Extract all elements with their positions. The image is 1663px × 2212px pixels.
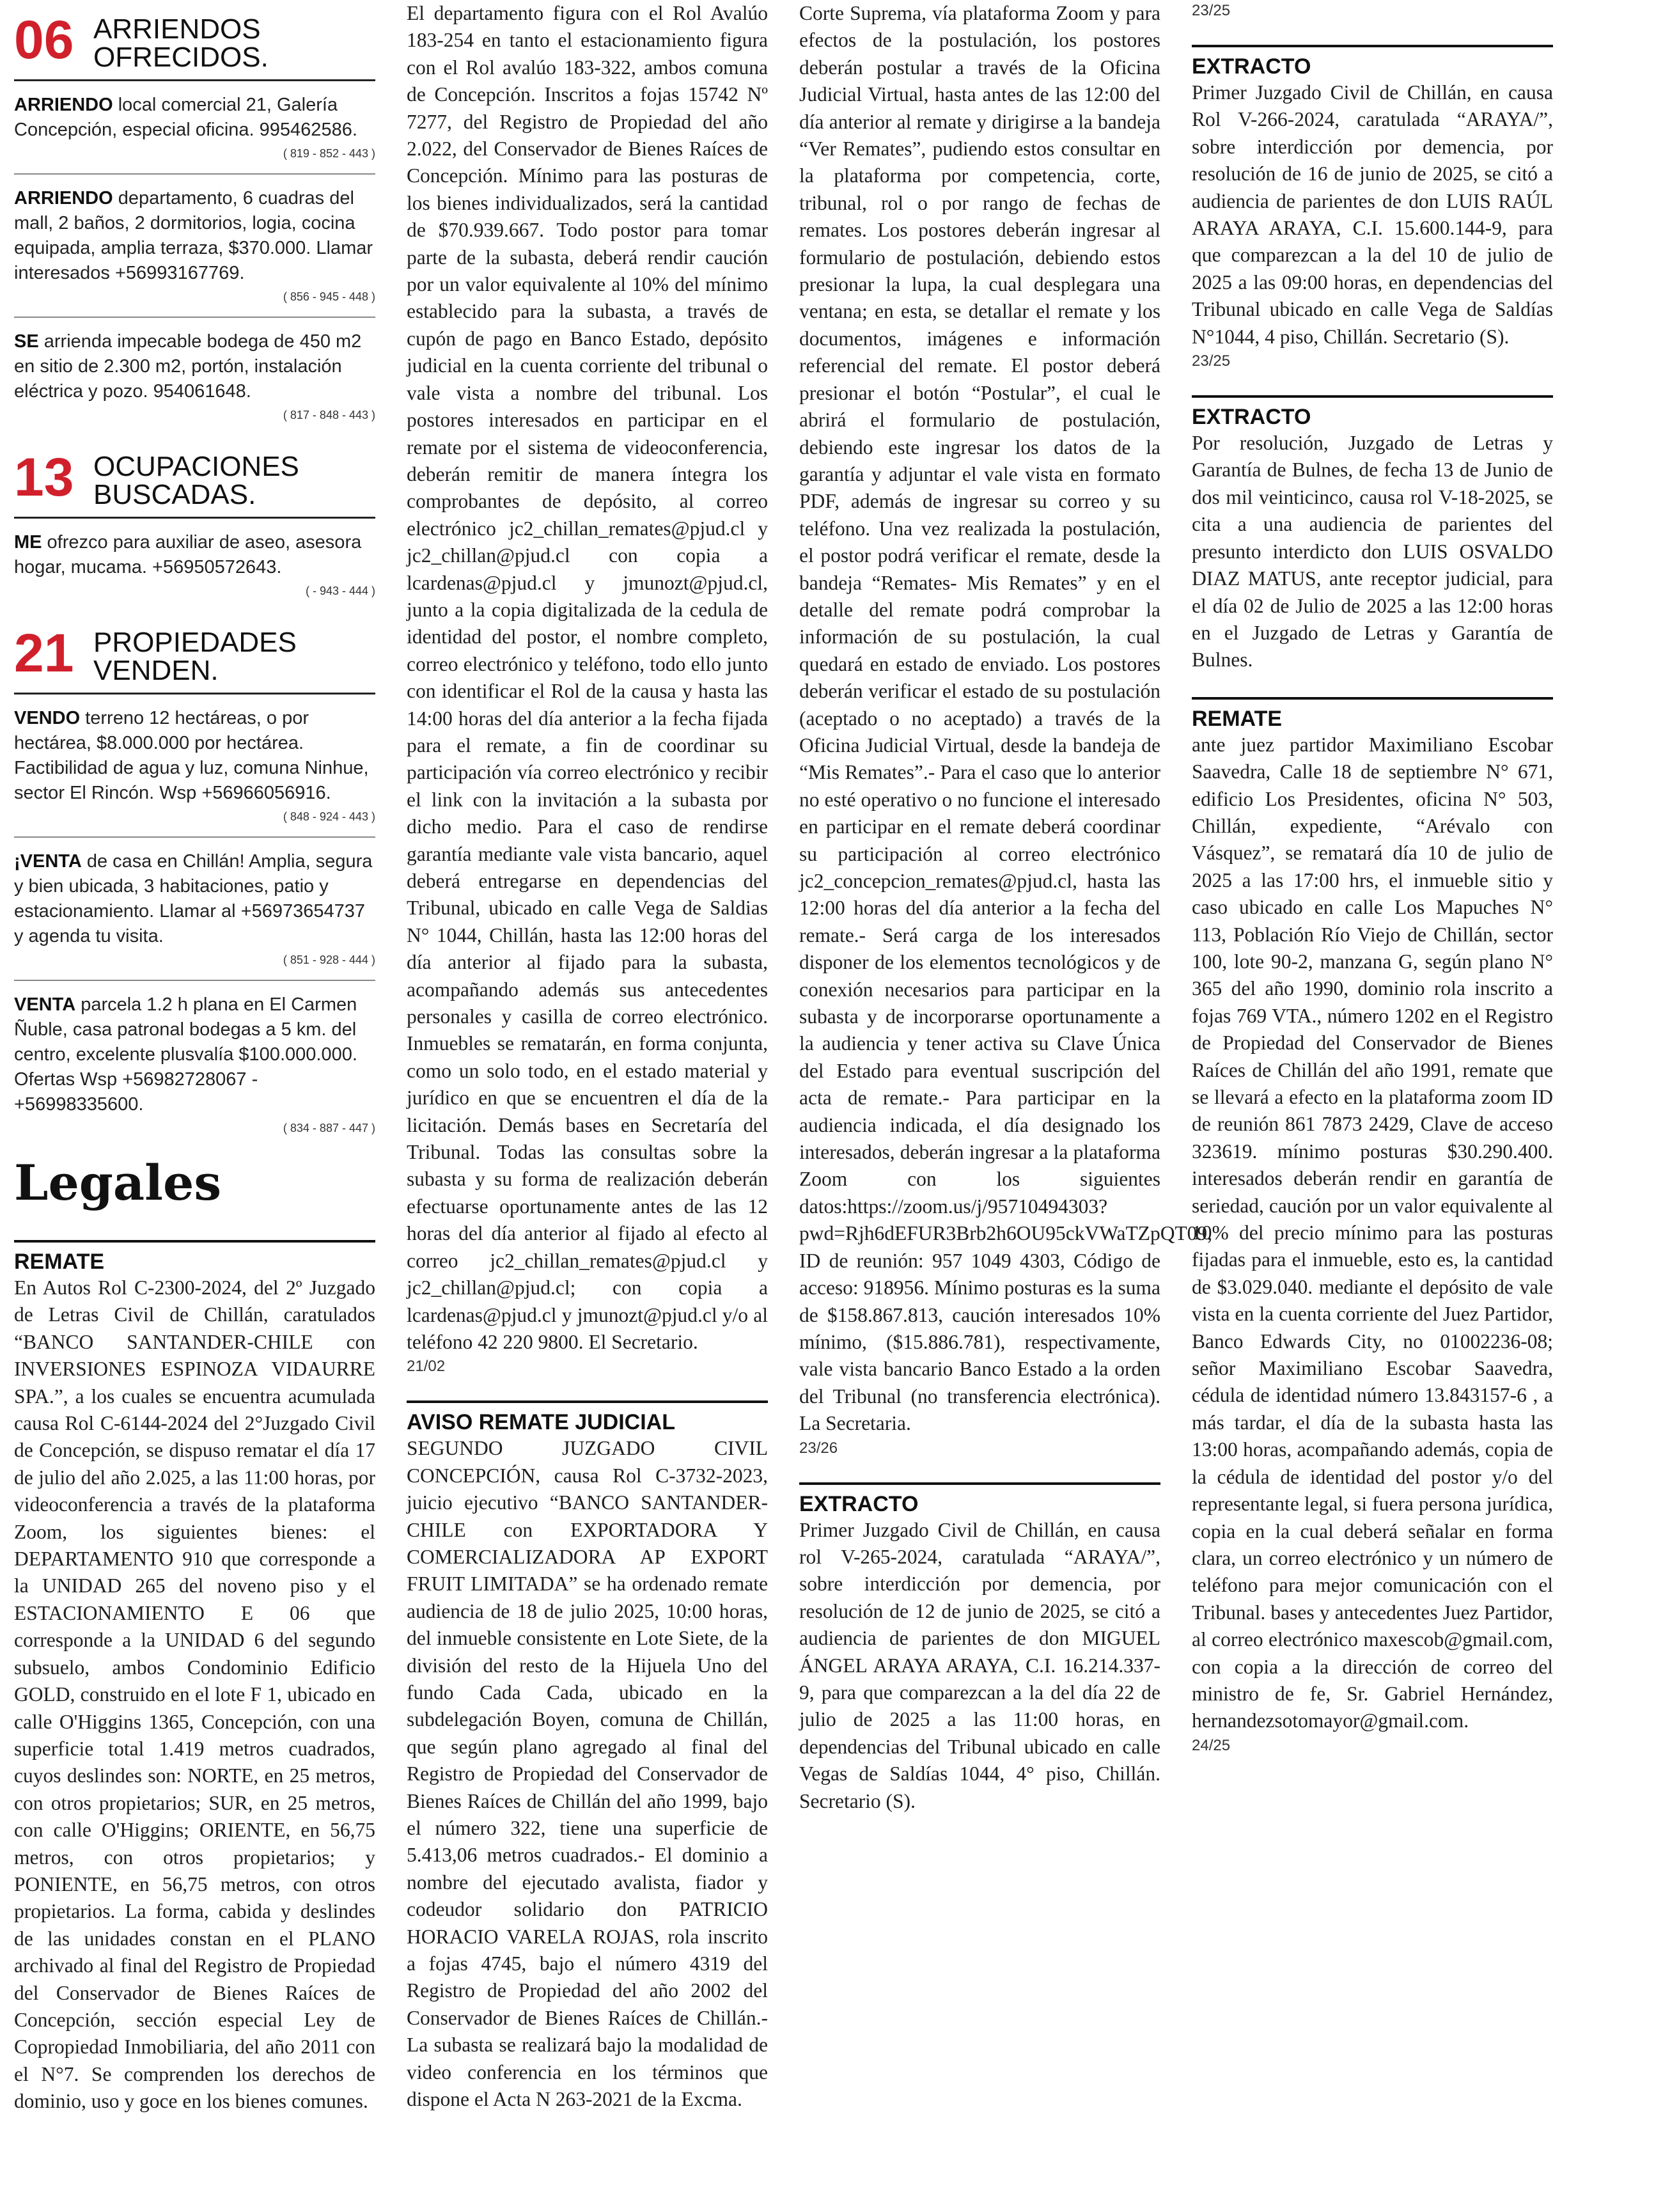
ad-code: ( 848 - 924 - 443 ) <box>283 810 375 823</box>
ad-lead: ARRIENDO <box>14 188 113 208</box>
section-title: PROPIEDADES VENDEN. <box>93 627 297 686</box>
ad-lead: ARRIENDO <box>14 95 113 115</box>
column-1 <box>14 0 375 2212</box>
ad-lead: VENTA <box>14 994 76 1015</box>
ad-text: ofrezco para auxiliar de aseo, asesora hogar, mucama. +56950572643. <box>14 532 362 577</box>
ad-text: local comercial 21, Galería Concepción, especial oficina. 995462586. <box>14 95 357 140</box>
section-propiedades-venden <box>14 623 375 1136</box>
notice-body: En Autos Rol C-2300-2024, del 2º Juzgado de Letras Civil de Chillán, caratulados “BANCO SANTANDER-CHILE con INVERSIONES ESPINOZA VIDAURRE SPA.”, a los cuales se encuentra acumulada causa Rol C-6144-2024 del 2°Juzgado Civil de Concepción, se dispuso rematar el día 17 de julio del año 2.025, a las 11:00 horas, por videoconferencia a través de la plataforma Zoom, los siguientes bienes: el DEPARTAMENTO 910 que corresponde a la UNIDAD 265 del noveno piso y el ESTACIONAMIENTO E 06 que corresponde a la UNIDAD 6 del segundo subsuelo, ambos Condominio Edificio GOLD, construido en el lote F 1, ubicado en calle O'Higgins 1365, Concepción, con una superficie total 1.419 metros cuadrados, cuyos deslindes son: NORTE, en 25 metros, con otros propietarios; SUR, en 25 metros, con calle O'Higgins; ORIENTE, en 56,75 metros, con otros propietarios; y PONIENTE, en 56,75 metros, con otros propietarios. La forma, cabida y deslindes de las unidades constan en el PLANO archivado al final del Registro de Propiedad del Conservador de Bienes Raíces de Concepción, sección especial Ley de Copropiedad Inmobiliaria, del año 2011 con el N°7. Se comprenden los derechos de dominio, uso y goce en los bienes comunes. <box>14 1276 375 2113</box>
ad-divider <box>14 317 375 318</box>
notice-code: 21/02 <box>407 1358 446 1376</box>
notice-body: ante juez partidor Maximiliano Escobar Saavedra, Calle 18 de septiembre N° 671, edificio Los Presidentes, oficina N° 503, Chillán, expediente, “Arévalo con Vásquez”, se rematará día 10 de julio de 2025 a las 17:00 hrs, el inmueble sitio y caso ubicado en calle Los Mapuches N° 113, Población Río Viejo de Chillán, sector 100, lote 90-2, manzana G, según plano N° 365 del año 1990, dominio rola inscrito a fojas 769 VTA., número 1202 en el Registro de Propiedad del Conservador de Bienes Raíces de Chillán del año 1991, remate que se llevará a efecto en la plataforma zoom ID de reunión 861 7873 2429, Clave de acceso 323619. mínimo posturas $30.290.400. interesados deberán rendir en garantía de seriedad, caución por un valor equivalente al 10% del precio mínimo para las posturas fijadas para el inmueble, esto es, la cantidad de $3.029.040. mediante el depósito de vale vista en la cuenta corriente del Juez Partidor, Banco Edwards City, no 01002236-08; señor Maximiliano Escobar Saavedra, cédula de identidad número 13.843157-6 , a más tardar, el día de la subasta hasta las 13:00 horas, acompañando además, copia de la cédula de identidad del postor y/o del representante legal, si fuera persona jurídica, copia en la cual deberá señalar en forma clara, un correo electrónico y un número de teléfono para mejor comunicación con el Tribunal. bases y antecedentes Juez Partidor, al correo electrónico maxescob@gmail.com, con copia a la dirección de correo del ministro de fe, Sr. Gabriel Hernández, hernandezsotomayor@gmail.com. <box>1192 733 1553 1732</box>
section-arriendos-ofrecidos <box>14 10 375 423</box>
ad-code: ( 851 - 928 - 444 ) <box>283 953 375 966</box>
ad-divider <box>14 173 375 175</box>
ad-code: ( - 943 - 444 ) <box>305 584 375 597</box>
classified-ad <box>14 992 375 1117</box>
notice-code: 24/25 <box>1192 1736 1231 1754</box>
notice-code: 23/26 <box>799 1439 838 1457</box>
section-number: 13 <box>14 447 74 507</box>
ad-divider <box>14 980 375 981</box>
notice-title: EXTRACTO <box>799 1482 1160 1517</box>
notice-title: REMATE <box>1192 697 1553 732</box>
ad-text: parcela 1.2 h plana en El Carmen Ñuble, casa patronal bodegas a 5 km. del centro, excelente plusvalía $100.000.000. Ofertas Wsp +56982728067 - +56998335600. <box>14 994 357 1115</box>
ad-text: terreno 12 hectáreas, o por hectárea, $8.000.000 por hectárea. Factibilidad de agua y luz, comuna Ninhue, sector El Rincón. Wsp +56966056916. <box>14 708 369 803</box>
ad-divider <box>14 836 375 838</box>
classified-ad <box>14 530 375 580</box>
classified-ad <box>14 329 375 404</box>
notice-body: Primer Juzgado Civil de Chillán, en causa rol V-265-2024, caratulada “ARAYA/”, sobre interdicción por demencia, por resolución de 12 de junio de 2025, se citó a audiencia de parientes de don MIGUEL ÁNGEL ARAYA ARAYA, C.I. 16.214.337-9, para que comparezcan a la del día 22 de julio de 2025 a las 11:00 horas, en dependencias del Tribunal ubicado en calle Vegas de Saldías 1044, 4° piso, Chillán. Secretario (S). <box>799 1518 1160 1812</box>
notice-body: SEGUNDO JUZGADO CIVIL CONCEPCIÓN, causa Rol C-3732-2023, juicio ejecutivo “BANCO SANTANDER-CHILE con EXPORTADORA Y COMERCIALIZADORA AP EXPORT FRUIT LIMITADA” se ha ordenado remate audiencia de 18 de julio 2025, 10:00 horas, del inmueble consistente en Lote Siete, de la división del resto de la Hijuela Uno del fundo Cada Cada, ubicado en la subdelegación Boyen, comuna de Chillán, que según plano agregado al final del Registro de Propiedad del Conservador de Bienes Raíces de Chillán del año 1999, bajo el número 322, tiene una superficie de 5.413,06 metros cuadrados.- El dominio a nombre del ejecutado avalista, fiador y codeudor solidario don PATRICIO HORACIO VARELA ROJAS, rola inscrito a fojas 4745, bajo el número 4319 del Registro de Propiedad del año 2002 del Conservador de Bienes Raíces de Chillán.- La subasta se realizará bajo la modalidad de video conferencia en los términos que dispone el Acta N 263-2021 de la Excma. <box>407 1437 768 2111</box>
classified-ad <box>14 706 375 806</box>
column-2 <box>407 0 768 2212</box>
section-title: ARRIENDOS OFRECIDOS. <box>93 13 269 73</box>
section-number: 06 <box>14 10 74 70</box>
ad-code: ( 856 - 945 - 448 ) <box>283 290 375 303</box>
legales-heading: Legales <box>14 1154 222 1211</box>
section-ocupaciones-buscadas <box>14 447 375 599</box>
ad-lead: VENDO <box>14 708 81 728</box>
column-4 <box>1192 0 1553 2212</box>
notice-title: EXTRACTO <box>1192 45 1553 79</box>
ad-code: ( 817 - 848 - 443 ) <box>283 409 375 421</box>
ad-lead: ¡VENTA <box>14 851 82 872</box>
section-number: 21 <box>14 623 74 683</box>
notice-body: Primer Juzgado Civil de Chillán, en causa Rol V-266-2024, caratulada “ARAYA/”, sobre interdicción por demencia, por resolución de 16 de junio de 2025, se citó a audiencia de parientes de don LUIS RAÚL ARAYA ARAYA, C.I. 15.600.144-9, para que comparezcan a la del 10 de julio de 2025 a las 09:00 horas, en dependencias del Tribunal ubicado en calle Vega de Saldías N°1044, 4 piso, Chillán. Secretario (S). <box>1192 81 1553 348</box>
notice-body-continued: El departamento figura con el Rol Avalúo 183-254 en tanto el estacionamiento figura con el Rol avalúo 183-322, ambos comuna de Concepción. Inscritos a fojas 15742 Nº 7277, del Registro de Propiedad del año 2.022, del Conservador de Bienes Raíces de Concepción. Mínimo para las posturas de los bienes individualizados, será la cantidad de $70.939.667. Todo postor para tomar parte de la subasta, deberá rendir caución por un valor equivalente al 10% del mínimo establecido para la subasta, a través de cupón de pago en Banco Estado, depósito judicial en la cuenta corriente del tribunal o vale vista a nombre del tribunal. Los postores interesados en participar en el remate por el sistema de videoconferencia, deberán remitir de manera íntegra los comprobantes de depósito, al correo electrónico jc2_chillan_remates@pjud.cl y jc2_chillan@pjud.cl con copia a lcardenas@pjud.cl y jmunozt@pjud.cl, junto a la copia digitalizada de la cedula de identidad del postor, el nombre completo, correo electrónico y teléfono, todo ello junto con identificar el Rol de la causa y hasta las 14:00 horas del día anterior a la fecha fijada para el remate, a fin de coordinar su participación vía correo electrónico y recibir el link con la invitación a la subasta por dicho medio. Para el caso de rendirse garantía mediante vale vista bancario, aquel deberá entregarse en dependencias del Tribunal, ubicado en calle Vega de Saldias N° 1044, Chillán, hasta las 12:00 horas del día anterior al fijado para la subasta, acompañando además sus antecedentes personales y casilla de correo electrónico. Inmuebles se rematarán, en forma conjunta, como un solo todo, en el estado material y jurídico en que se encuentren el día de la licitación. Demás bases en Secretaría del Tribunal. Todas las consultas sobre la subasta y su forma de realización deberán efectuarse oportunamente antes de las 12 horas del día anterior al fijado al efecto al correo jc2_chillan_remates@pjud.cl y jc2_chillan@pjud.cl; con copia a lcardenas@pjud.cl y jmunozt@pjud.cl y/o al teléfono 42 220 9800. El Secretario. <box>407 2 768 1353</box>
classified-ad <box>14 93 375 143</box>
ad-lead: SE <box>14 331 39 352</box>
ad-text: de casa en Chillán! Amplia, segura y bien ubicada, 3 habitaciones, patio y estacionamiento. Llamar al +56973654737 y agenda tu visita. <box>14 851 373 946</box>
notice-code: 23/25 <box>1192 2 1231 19</box>
section-divider <box>14 693 375 694</box>
notice-body: Por resolución, Juzgado de Letras y Garantía de Bulnes, de fecha 13 de Junio de dos mil veinticinco, causa rol V-18-2025, se cita a una audiencia de parientes del presunto interdicto don LUIS OSVALDO DIAZ MATUS, ante receptor judicial, para el día 02 de Julio de 2025 a las 12:00 horas en el Juzgado de Letras y Garantía de Bulnes. <box>1192 432 1553 671</box>
classified-ad <box>14 849 375 949</box>
ad-code: ( 819 - 852 - 443 ) <box>283 147 375 160</box>
notice-title: EXTRACTO <box>1192 395 1553 430</box>
classified-ad <box>14 186 375 286</box>
section-divider <box>14 517 375 519</box>
section-title: OCUPACIONES BUSCADAS. <box>93 451 299 510</box>
ad-lead: ME <box>14 532 42 553</box>
section-divider <box>14 79 375 81</box>
notice-code: 23/25 <box>1192 352 1231 370</box>
ad-code: ( 834 - 887 - 447 ) <box>283 1122 375 1134</box>
notice-body-continued: Corte Suprema, vía plataforma Zoom y para efectos de la postulación, los postores deberán postular a través de la Oficina Judicial Virtual, hasta antes de las 12:00 del día anterior al remate y dirigirse a la bandeja “Ver Remates”, pudiendo estos consultar en la plataforma por competencia, corte, tribunal, rol o por rango de fechas de remates. Los postores deberán ingresar al formulario de postulación, debiendo estos presionar la lupa, la cual desplegara una ventana; en esta, se detallar el remate y los documentos, imágenes e información referencial del remate. El postor deberá presionar el botón “Postular”, el cual le abrirá el formulario de postulación, debiendo este ingresar los datos de la garantía y adjuntar el vale vista en formato PDF, además de ingresar su correo y su teléfono. Una vez realizada la postulación, el postor podrá verificar el remate, desde la bandeja “Remates- Mis Remates” y en el detalle del remate podrá comprobar la información de su postulación, la cual quedará en estado de enviado. Los postores deberán verificar el estado de su postulación (aceptado o no aceptado) a través de la Oficina Judicial Virtual, desde la bandeja de “Mis Remates”.- Para el caso que lo anterior no esté operativo o no funcione el interesado en participar en el remate deberá coordinar su participación al correo electrónico jc2_concepcion_remates@pjud.cl, hasta las 12:00 horas del día anterior a la fecha del remate.- Será carga de los interesados disponer de los elementos tecnológicos y de conexión necesarios para participar en la subasta y de incorporarse oportunamente a la audiencia y tener activa su Clave Única del Estado para eventual suscripción del acta de remate.- Para participar en la audiencia indicada, el día designado los interesados, deberán ingresar a la plataforma Zoom con los siguientes datos:https://zoom.us/j/95710494303?pwd=Rjh6dEFUR3Brb2h6OU95ckVWaTZpQT09, ID de reunión: 957 1049 4303, Código de acceso: 918956. Mínimo posturas es la suma de $158.867.813, caución interesados 10% mínimo, ($15.886.781), respectivamente, vale vista bancario Banco Estado a la orden del Tribunal (no transferencia electrónica). La Secretaria. <box>799 2 1213 1435</box>
ad-text: departamento, 6 cuadras del mall, 2 baños, 2 dormitorios, logia, cocina equipada, amplia terraza, $370.000. Llamar interesados +56993167769. <box>14 188 373 283</box>
notice-title: REMATE <box>14 1240 375 1275</box>
ad-text: arrienda impecable bodega de 450 m2 en sitio de 2.300 m2, portón, instalación eléctrica y pozo. 954061648. <box>14 331 362 402</box>
notice-title: AVISO REMATE JUDICIAL <box>407 1400 768 1435</box>
